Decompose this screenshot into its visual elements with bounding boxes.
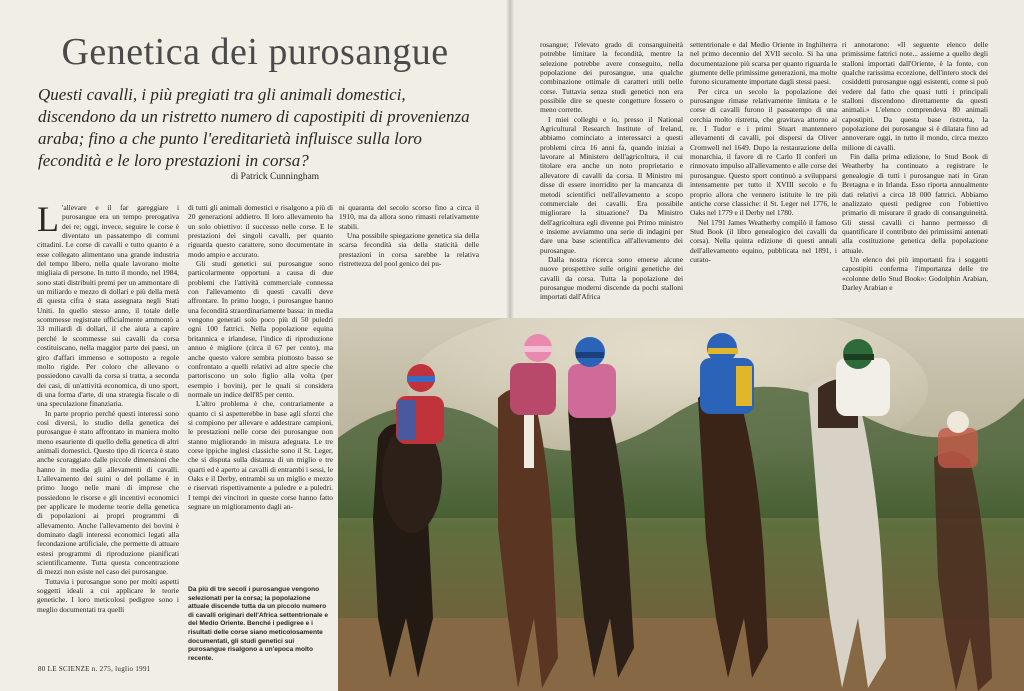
paragraph: di tutti gli animali domestici e risalgono a più di 20 generazioni addietro. Il loro allevamento ha un solo obiettivo: il successo nelle corse. E le prestazioni dei singoli cavalli, per quanto riguarda questo carattere, sono documentate in modo ampio e accurato. bbox=[188, 203, 333, 259]
text-column-6 bbox=[842, 40, 988, 312]
paragraph: Un elenco dei più importanti fra i soggetti capostipiti conferma l'importanza delle tre «colonne dello Stud Book»: Godolphin Arabian, Darley Arabian e bbox=[842, 254, 988, 292]
paragraph: rosangue; l'elevato grado di consanguineità potrebbe limitare la fecondità, mentre la selezione potrebbe avere conseguito, nella popolazione dei purosangue, una qualche combinazione ottimale di caratteri utili nelle corse. Tuttavia senza studi genetici non era possibile dire se queste congetture fossero o meno corrette. bbox=[540, 40, 683, 115]
paragraph: In parte proprio perché questi interessi sono così diversi, lo studio della genetica dei purosangue è stato affrontato in maniera molto meno esauriente di quello della genetica di altri animali domestici. Questo tipo di ricerca è stato anche scoraggiato dalle piccole dimensioni che hanno in media gli allevamenti di cavalli. L'allevamento dei suini o del pollame è in primo luogo nelle mani di imprese che possiedono le risorse e gli incentivi economici per applicare le moderne teorie della genetica di popolazioni ai propri programmi di allevamento. Anche l'allevamento dei bovini è dominato dagli interessi economici legati alla fecondazione artificiale, che permette di attuare estesi programmi di riproduzione pianificati scientificamente. Tutta questa concentrazione di mezzi non esiste nel caso dei purosangue. bbox=[37, 408, 179, 577]
paragraph: Dalla nostra ricerca sono emerse alcune nuove prospettive sulle origini genetiche dei cavalli da corsa. Tutta la popolazione dei purosangue moderni discende da pochi stalloni importati dall'Africa bbox=[540, 254, 683, 302]
paragraph: ni quaranta del secolo scorso fino a circa il 1910, ma da allora sono rimasti relativamente stabili. bbox=[339, 203, 479, 231]
paragraph: settentrionale e dal Medio Oriente in Inghilterra nel primo decennio del XVII secolo. Si ha una documentazione più scarsa per quanto riguarda le giumente delle primissime generazioni, ma molte furono sicuramente importate dagli stessi paesi. bbox=[690, 40, 837, 87]
paragraph: Tuttavia i purosangue sono per molti aspetti soggetti ideali a cui applicare le teorie genetiche. I loro meticolosi pedigree sono i meglio documentati tra quelli bbox=[37, 576, 179, 614]
horse-race-illustration bbox=[338, 318, 1024, 691]
article-byline: di Patrick Cunningham bbox=[230, 172, 320, 182]
text-column-1 bbox=[37, 203, 179, 658]
track-surface bbox=[338, 618, 1024, 691]
paragraph: Una possibile spiegazione genetica sia della scarsa fecondità sia della staticità delle prestazioni in corsa sarebbe la relativa ristrettezza del pool genico dei pu- bbox=[339, 231, 479, 269]
paragraph: Fin dalla prima edizione, lo Stud Book di Weatherby ha continuato a registrare le genealogie di tutti i purosangue nati in Gran Bretagna e in Irlanda. Esso riporta annualmente dati relativi a circa 18 000 fattrici. Abbiamo analizzato questi pedigree con l'obiettivo primario di misurare il grado di consanguineità. Gli stessi cavalli ci hanno permesso di quantificare il contributo dei primissimi antenati alla costituzione genetica della popolazione attuale. bbox=[842, 152, 988, 255]
paragraph: I miei colleghi e io, presso il National Agricultural Research Institute of Ireland, abbiamo cominciato a interessarci a questi problemi circa 16 anni fa, quando iniziai a lavorare al Ministero dell'agricoltura, il cui titolare era anche un noto proprietario e allevatore di cavalli da corsa. Il Ministro mi disse di essere inorridito per la mancanza di metodi scientifici nell'allevamento a scopo commerciale dei cavalli. Era possibile migliorare la situazione? Da Ministro dell'agricoltura egli divenne poi Primo ministro e insieme avviammo una serie di indagini per dare una base scientifica all'allevamento dei purosangue. bbox=[540, 114, 683, 255]
article-subtitle: Questi cavalli, i più pregiati tra gli animali domestici, discendono da un ristretto numero di capostipiti di provenienza araba; fino a che punto l'ereditarietà influisce sulla loro fecondità e le loro prestazioni in corsa? bbox=[38, 85, 470, 170]
photo-caption: Da più di tre secoli i purosangue vengono selezionati per la corsa; la popolazione attuale discende tutta da un piccolo numero di cavalli originari dell'Africa settentrionale e del Medio Oriente. Benché i pedigree e i risultati delle corse siano meticolosamente documentati, gli studi genetici sui purosangue risalgono a un'epoca molto recente. bbox=[188, 586, 329, 662]
paragraph: 'allevare e il far gareggiare i purosangue era un tempo prerogativa dei re; oggi, invece, seguire le corse è diventato un passatempo di comuni cittadini. Le corse di cavalli e tutto quanto è a esse collegato alimentano una grande industria del tempo libero, nella quale lavorano molte migliaia di persone. In tutto il mondo, nel 1984, sono stati distribuiti premi per un ammontare di un miliardo e mezzo di dollari e più della metà di questa cifra è stata assegnata negli Stati Uniti. In quello stesso anno, il totale delle scommesse registrate ufficialmente ammontò a 33 miliardi di dollari, il che aiuta a capire perché le scommesse sui cavalli da corsa costituiscano, nella maggior parte dei paesi, un giro d'affari immenso e sottoposto a regole molto rigide. Per coloro che allevano o possiedono cavalli da corsa si tratta, a seconda dei casi, di un'attività economica, di uno sport, di una forma d'arte, di una strategia fiscale o di una speculazione finanziaria. bbox=[37, 203, 179, 409]
text-column-3 bbox=[339, 203, 479, 315]
paragraph: Gli studi genetici sui purosangue sono particolarmente opportuni a causa di due problemi che l'attività commerciale connessa con l'allevamento di questi cavalli deve affrontare. In primo luogo, i purosangue hanno una fecondità straordinariamente bassa: in media vengono generati solo poco più di 50 puledri ogni 100 fattrici. Nella popolazione equina britannica e irlandese, l'indice di riproduzione annuo è migliore (circa il 67 per cento), ma anche questo valore sembra piuttosto basso se confrontato a quelli relativi ad altre specie che partoriscono un solo figlio alla volta (per esempio i bovini), per le quali si considera normale un indice dell'85 per cento. bbox=[188, 259, 333, 399]
paragraph: Per circa un secolo la popolazione dei purosangue rimase relativamente limitata e le corse di cavalli furono il passatempo di una cerchia molto ristretta, che gravitava attorno ai re. I Tudor e i primi Stuart mantennero allevamenti di cavalli, poi dispersi da Oliver Cromwell nel 1649. Dopo la restaurazione della monarchia, il favore di re Carlo II conferì un rinnovato impulso all'allevamento e alle corse dei purosangue. Questo sport continuò a svilupparsi intensamente per tutto il XVIII secolo e fu proprio allora che vennero istituite le tre più antiche corse classiche: il St. Leger nel 1776, le Oaks nel 1779 e il Derby nel 1780. bbox=[690, 86, 837, 218]
paragraph: Nel 1791 James Weatherby compilò il famoso Stud Book (il libro genealogico dei cavalli da corsa). Nella quinta edizione di questi annali dell'allevamento equino, pubblicata nel 1891, i curato- bbox=[690, 217, 837, 264]
page-folio: 80 LE SCIENZE n. 275, luglio 1991 bbox=[38, 665, 151, 673]
drop-cap: L bbox=[37, 203, 59, 239]
horse-race-photo bbox=[338, 318, 1024, 691]
text-column-2 bbox=[188, 203, 333, 573]
paragraph: ri annotarono: «Il seguente elenco delle primissime fattrici note... assieme a quello degli stalloni importati dall'Oriente, è la fonte, con qualche rarissima eccezione, dell'intero stock dei cosiddetti purosangue oggi esistenti, come si può vedere dal fatto che quasi tutti i principali stalloni discendono direttamente da questi animali.» L'elenco comprendeva 80 animali capostipiti. Da questa base ristretta, la popolazione dei purosangue si è dilatata fino ad annoverare oggi, in tutto il mondo, circa mezzo milione di cavalli. bbox=[842, 40, 988, 152]
paragraph: L'altro problema è che, contrariamente a quanto ci si aspetterebbe in base agli sforzi che si compiono per allevare e addestrare campioni, le prestazioni nelle corse dei purosangue non stanno migliorando in misura adeguata. Le tre corse ippiche inglesi classiche sono il St. Leger, che si disputa sulla distanza di un miglio e tre quarti ed è aperto ai cavalli di entrambi i sessi, le Oaks e il Derby, entrambi su un miglio e mezzo e riservati rispettivamente a puledre e a puledri. I tempi dei vincitori in queste corse hanno fatto segnare un miglioramento dagli an- bbox=[188, 399, 333, 511]
text-column-5 bbox=[690, 40, 837, 312]
article-title: Genetica dei purosangue bbox=[61, 31, 449, 73]
text-column-4 bbox=[540, 40, 683, 312]
